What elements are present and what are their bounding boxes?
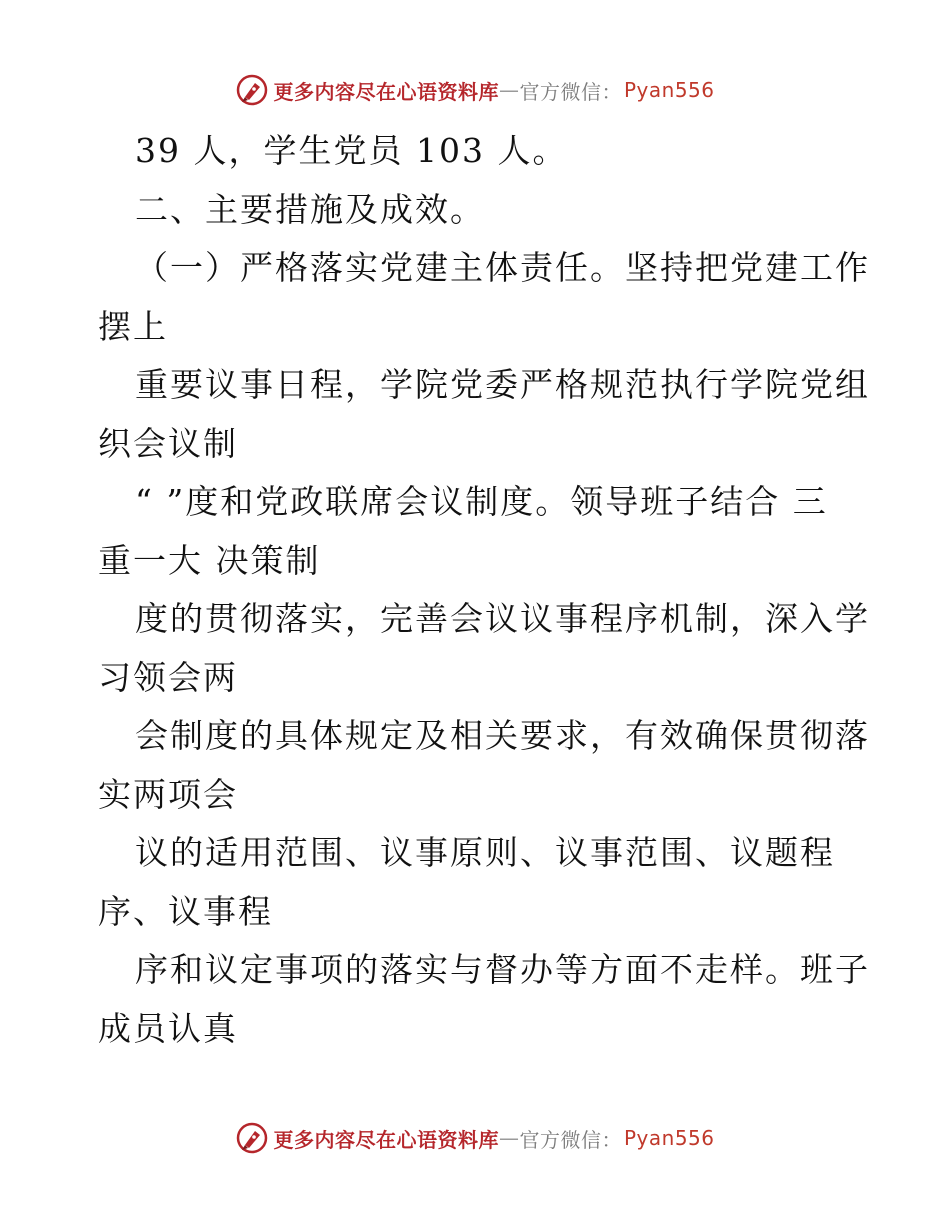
body-line: 会制度的具体规定及相关要求，有效确保贯彻落 (135, 716, 870, 755)
body-line: 织会议制 (98, 423, 238, 463)
body-line: 序和议定事项的落实与督办等方面不走样。班子 (135, 950, 870, 989)
document-body (98, 122, 870, 1058)
body-line: 摆上 (98, 306, 168, 346)
watermark-wechat-label: 官方微信： (519, 79, 622, 104)
header-watermark (0, 70, 950, 110)
body-line: 39 人，学生党员 103 人。 (135, 131, 568, 170)
watermark-wechat-id: Pyan556 (623, 1126, 715, 1150)
watermark-separator: — (498, 78, 520, 102)
body-line: 重要议事日程，学院党委严格规范执行学院党组 (135, 365, 870, 404)
body-line: 成员认真 (98, 1008, 238, 1048)
watermark-site-text: 更多内容尽在心语资料库 (273, 1127, 499, 1152)
body-line: “ ”度和党政联席会议制度。领导班子结合 三 (135, 482, 828, 521)
body-line: 实两项会 (98, 774, 238, 814)
footer-watermark (0, 1118, 950, 1158)
body-line: 度的贯彻落实，完善会议议事程序机制，深入学 (135, 599, 870, 638)
body-line: （一）严格落实党建主体责任。坚持把党建工作 (135, 248, 870, 287)
body-line: 习领会两 (98, 657, 238, 697)
watermark-wechat-id: Pyan556 (623, 78, 715, 102)
body-line: 重一大 决策制 (98, 540, 321, 580)
watermark-separator: — (498, 1126, 520, 1150)
body-line: 议的适用范围、议事原则、议事范围、议题程 (135, 833, 835, 872)
watermark-site-text: 更多内容尽在心语资料库 (273, 79, 499, 104)
section-heading: 二、主要措施及成效。 (135, 189, 485, 229)
body-line: 序、议事程 (98, 891, 273, 931)
pen-nib-logo-icon (235, 73, 269, 107)
watermark-wechat-label: 官方微信： (519, 1127, 622, 1152)
pen-nib-logo-icon (235, 1121, 269, 1155)
